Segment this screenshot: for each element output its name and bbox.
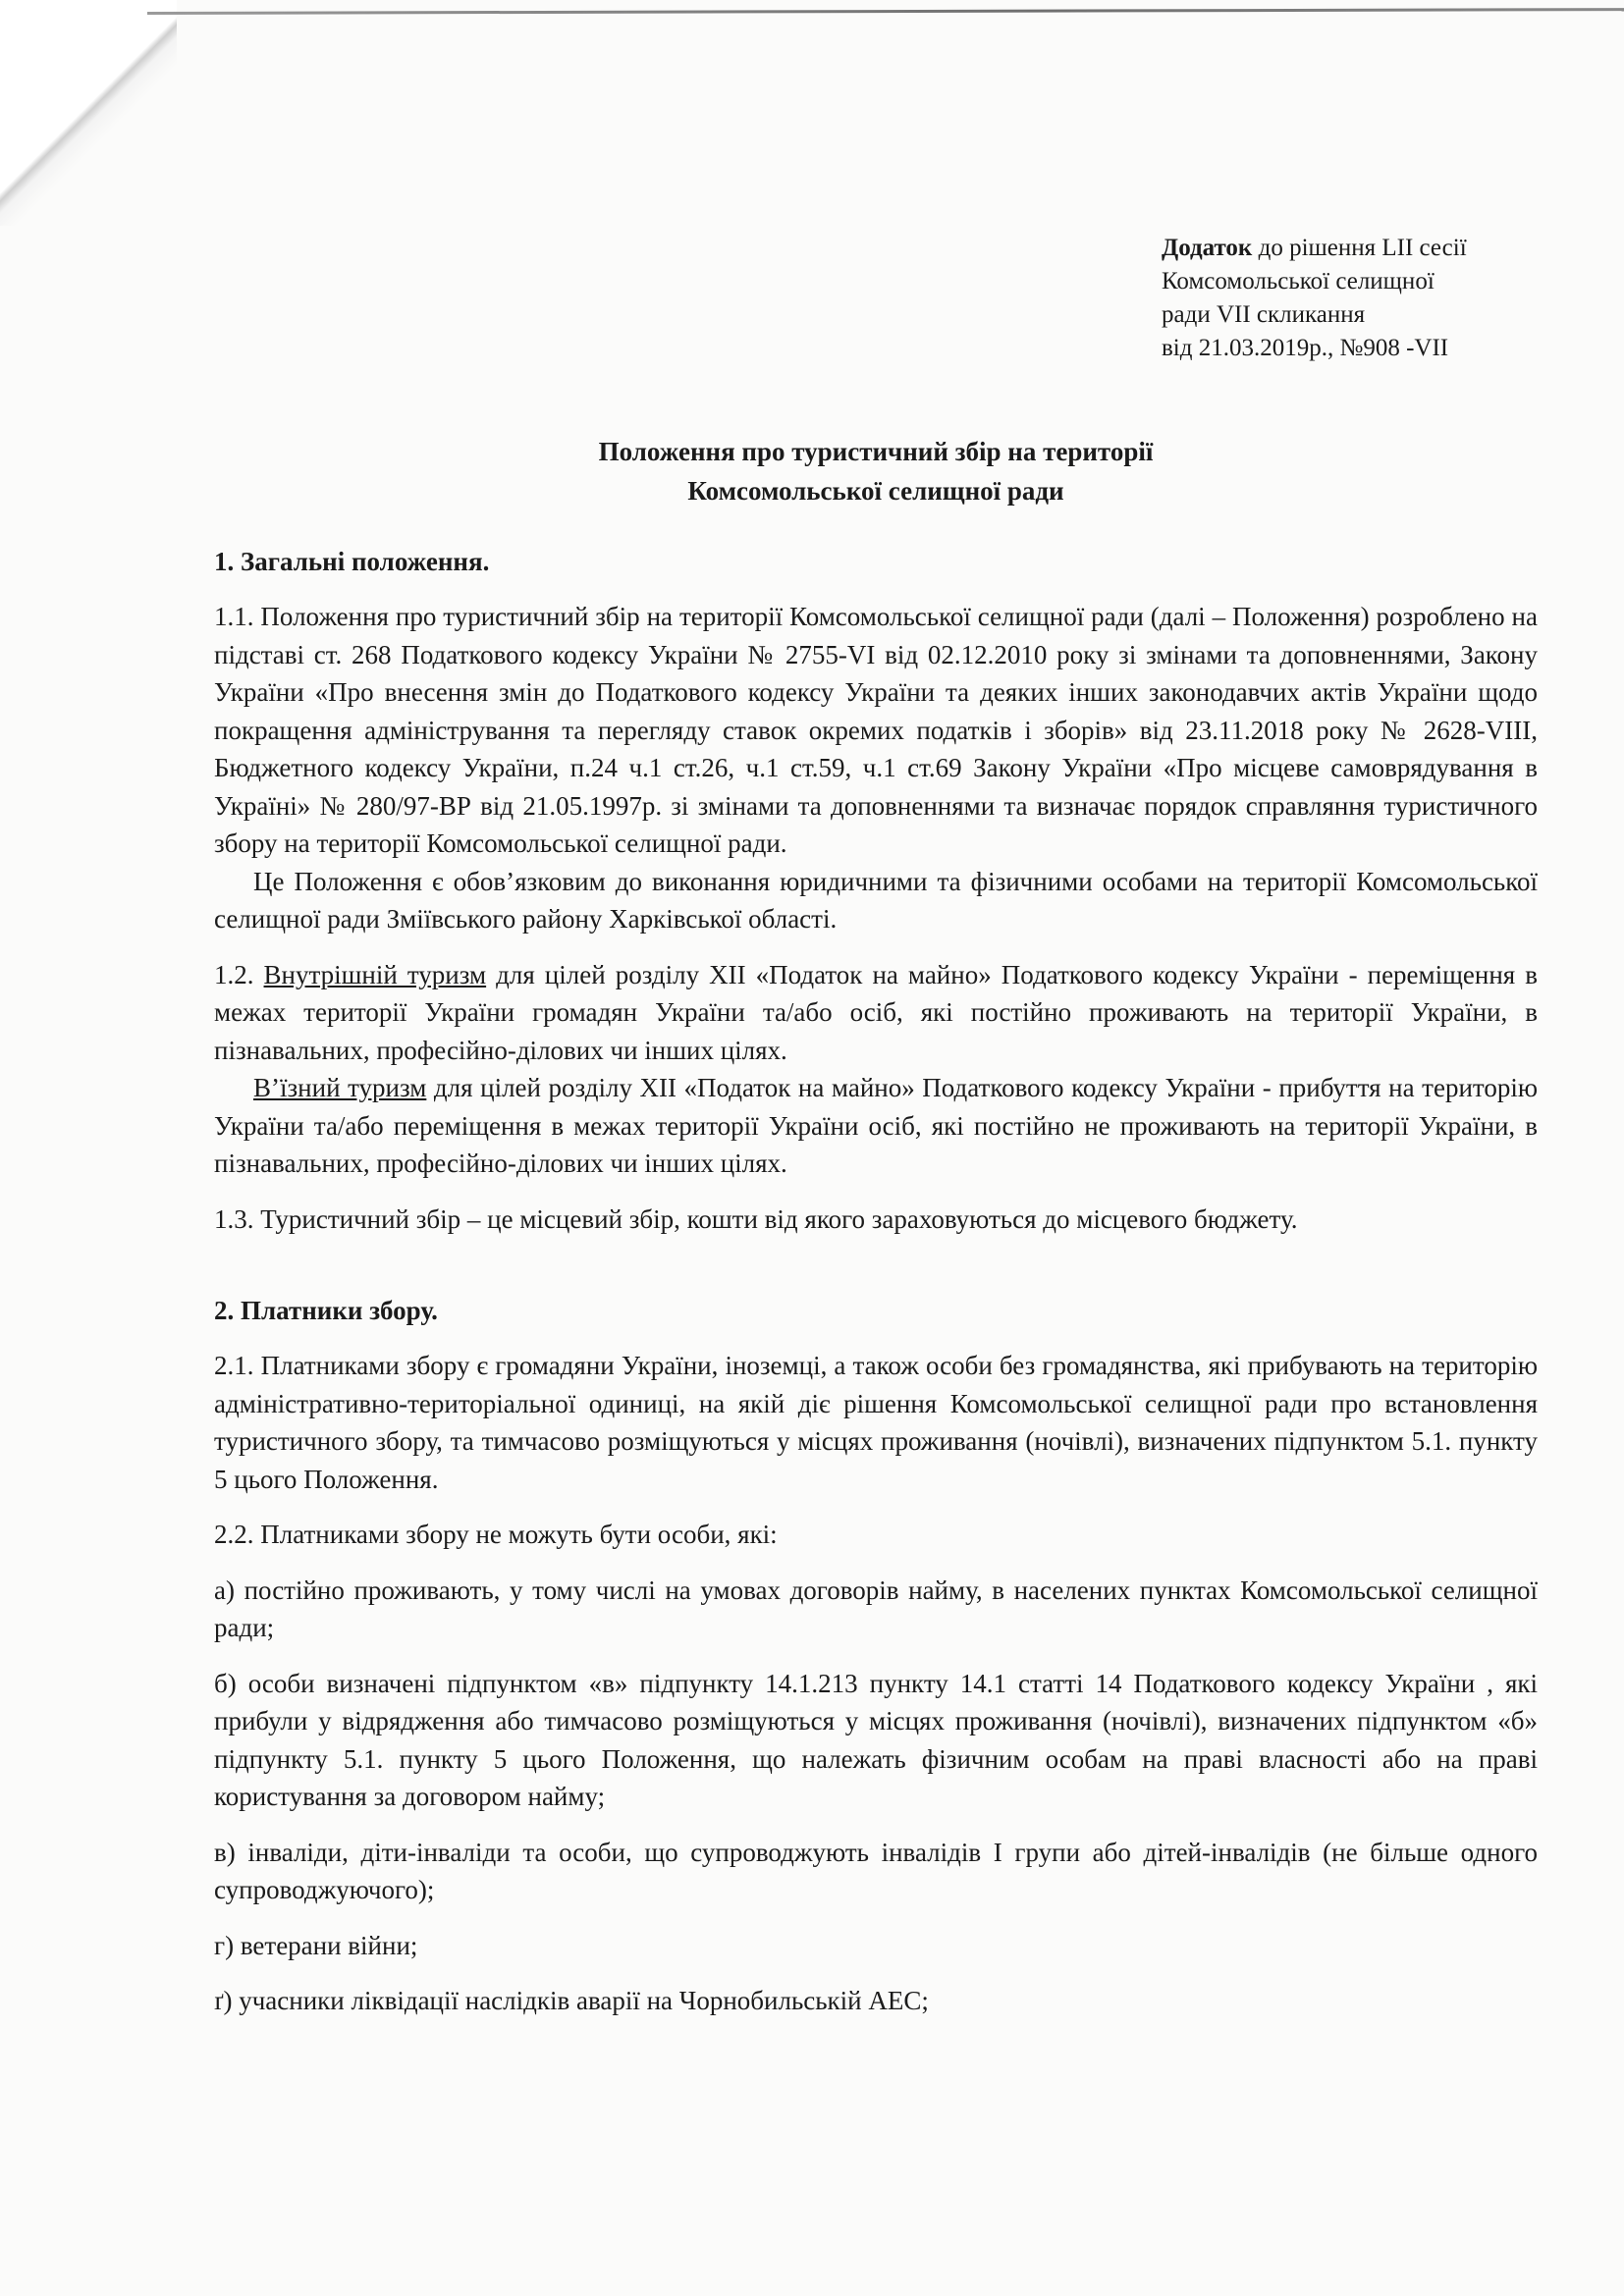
list-item-b: б) особи визначені підпунктом «в» підпункту 14.1.213 пункту 14.1 статті 14 Податкового кодексу України , які прибули у відрядження або тимчасово розміщуються у місцях проживання (ночівлі), визначених підпунктом «б» підпункту 5.1. пункту 5 цього Положення, що належать фізичним особам на праві власності або на праві користування за договором найму; <box>214 1668 1538 1811</box>
paragraph-1-2-text: для цілей розділу XII «Податок на майно» Податкового кодексу України - переміщення в межах території України громадян України та/або осіб, які постійно проживають на території України, в пізнавальних, професійно-ділових чи інших цілях. <box>214 959 1538 1065</box>
paragraph-1-2-b <box>214 1069 1538 1183</box>
paragraph-1-1: 1.1. Положення про туристичний збір на території Комсомольської селищної ради (далі – Положення) розроблено на підставі ст. 268 Податкового кодексу України № 2755-VI від 02.12.2010 року зі змінами та доповненнями, Закону України «Про внесення змін до Податкового кодексу України та деяких інших законодавчих актів України щодо покращення адміністрування та перегляду ставок окремих податків і зборів» від 23.11.2018 року № 2628-VIII, Бюджетного кодексу України, п.24 ч.1 ст.26, ч.1 ст.59, ч.1 ст.69 Закону України «Про місцеве самоврядування в Україні» № 280/97-ВР від 21.05.1997р. зі змінами та доповненнями та визначає порядок справляння туристичного збору на території Комсомольської селищної ради. <box>214 602 1538 858</box>
title-line-2: Комсомольської селищної ради <box>687 476 1064 506</box>
paragraph-2-2: 2.2. Платниками збору не можуть бути особи, які: <box>214 1520 778 1549</box>
appendix-note <box>1162 232 1554 365</box>
document-body <box>214 543 1538 2020</box>
document-title <box>214 432 1538 510</box>
section-1-heading: 1. Загальні положення. <box>214 547 490 576</box>
scan-top-edge <box>147 8 1624 15</box>
paragraph-1-2-b-text: для цілей розділу XII «Податок на майно» Податкового кодексу України - прибуття на територію України та/або переміщення в межах території України осіб, які постійно не проживають на території України, в пізнавальних, професійно-ділових чи інших цілях. <box>214 1073 1539 1178</box>
term-internal-tourism: Внутрішній туризм <box>263 959 487 989</box>
scan-folded-corner <box>0 0 177 226</box>
appendix-line-2: Комсомольської селищної <box>1162 268 1435 294</box>
paragraph-2-1: 2.1. Платниками збору є громадяни України, іноземці, а також особи без громадянства, які прибувають на територію адміністративно-територіальної одиниці, на якій діє рішення Комсомольської селищної ради про встановлення туристичного збору, та тимчасово розміщуються у місцях проживання (ночівлі), визначених підпунктом 5.1. пункту 5 цього Положення. <box>214 1351 1538 1494</box>
list-item-a: а) постійно проживають, у тому числі на умовах договорів найму, в населених пунктах Комсомольської селищної ради; <box>214 1575 1538 1642</box>
title-line-1: Положення про туристичний збір на території <box>598 437 1154 466</box>
appendix-line-1 <box>1162 232 1554 265</box>
paragraph-1-3: 1.3. Туристичний збір – це місцевий збір, кошти від якого зараховуються до місцевого бюджету. <box>214 1203 1298 1234</box>
paragraph-1-2 <box>214 956 1538 1070</box>
paragraph-1-2-number: 1.2. <box>214 959 264 989</box>
appendix-line-4: від 21.03.2019р., №908 -VII <box>1162 335 1449 361</box>
appendix-line-3: ради VII скликання <box>1162 301 1366 328</box>
term-inbound-tourism: В’їзний туризм <box>253 1073 427 1102</box>
appendix-line-1-rest: до рішення LII сесії <box>1252 235 1467 261</box>
paragraph-1-1-b: Це Положення є обов’язковим до виконання юридичними та фізичними особами на території Комсомольської селищної ради Зміївського району Харківської області. <box>214 866 1538 934</box>
list-item-g: г) ветерани війни; <box>214 1930 418 1960</box>
section-2-heading: 2. Платники збору. <box>214 1296 438 1325</box>
appendix-label: Додаток <box>1162 235 1253 261</box>
list-item-g2: ґ) учасники ліквідації наслідків аварії на Чорнобильській АЕС; <box>214 1986 929 2015</box>
list-item-v: в) інваліди, діти-інваліди та особи, що супроводжують інвалідів І групи або дітей-інвалідів (не більше одного супроводжуючого); <box>214 1837 1538 1904</box>
